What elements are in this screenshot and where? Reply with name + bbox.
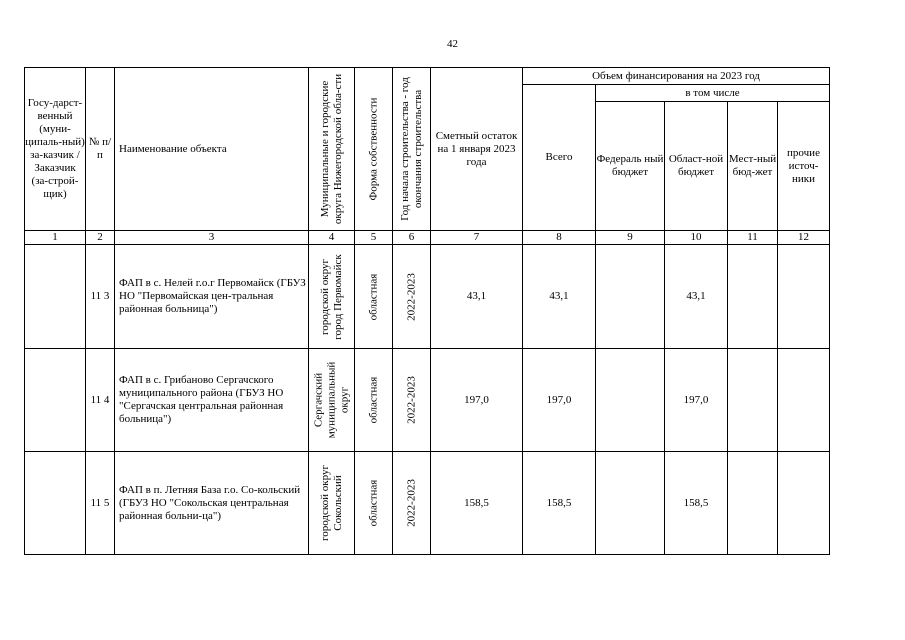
- colnum-2: 2: [86, 231, 115, 245]
- row-other: [778, 245, 830, 349]
- header-other: прочие источ-ники: [778, 102, 830, 231]
- header-municipality: [309, 68, 355, 231]
- row-years-text: 2022-2023: [405, 272, 417, 321]
- row-name: ФАП в с. Нелей г.о.г Первомайск (ГБУЗ НО "Первомайская цен-тральная районная больница"): [115, 245, 309, 349]
- row-years-text: 2022-2023: [405, 376, 417, 424]
- row-balance: 197,0: [431, 349, 523, 452]
- colnum-12: 12: [778, 231, 830, 245]
- header-local: Мест-ный бюд-жет: [728, 102, 778, 231]
- row-total: 158,5: [523, 452, 596, 555]
- header-funding: Объем финансирования на 2023 год: [523, 68, 830, 85]
- header-regional: Област-ной бюджет: [665, 102, 728, 231]
- row-ownership-text: областная: [367, 479, 379, 527]
- row-regional: 197,0: [665, 349, 728, 452]
- row-years: [393, 245, 431, 349]
- row-federal: [596, 245, 665, 349]
- row-years-text: 2022-2023: [405, 479, 417, 527]
- colnum-11: 11: [728, 231, 778, 245]
- row-other: [778, 349, 830, 452]
- header-customer: Госу-дарст-венный (муни-ципаль-ный) за-казчик / Заказчик (за-строй-щик): [25, 68, 86, 231]
- header-ownership: [355, 68, 393, 231]
- financing-table: [24, 67, 830, 555]
- header-including: в том числе: [596, 85, 830, 102]
- row-customer: [25, 452, 86, 555]
- row-municipality-text: городской округ Сокольский: [318, 464, 344, 542]
- row-ownership: [355, 245, 393, 349]
- row-ownership-text: областная: [367, 273, 379, 320]
- row-other: [778, 452, 830, 555]
- header-federal: Федераль ный бюджет: [596, 102, 665, 231]
- table-row: [25, 452, 830, 555]
- table-row: [25, 349, 830, 452]
- colnum-10: 10: [665, 231, 728, 245]
- row-num: 11 3: [86, 245, 115, 349]
- row-municipality: [309, 452, 355, 555]
- row-municipality-text: Сергачский муниципальный округ: [312, 361, 350, 439]
- row-regional: 158,5: [665, 452, 728, 555]
- row-regional: 43,1: [665, 245, 728, 349]
- colnum-8: 8: [523, 231, 596, 245]
- header-balance: Сметный остаток на 1 января 2023 года: [431, 68, 523, 231]
- header-years: [393, 68, 431, 231]
- row-local: [728, 245, 778, 349]
- row-total: 197,0: [523, 349, 596, 452]
- row-ownership-text: областная: [367, 376, 379, 424]
- colnum-7: 7: [431, 231, 523, 245]
- row-municipality: [309, 245, 355, 349]
- row-num: 11 4: [86, 349, 115, 452]
- table-row: [25, 245, 830, 349]
- row-balance: 158,5: [431, 452, 523, 555]
- row-federal: [596, 349, 665, 452]
- row-total: 43,1: [523, 245, 596, 349]
- row-years: [393, 349, 431, 452]
- header-num: № п/п: [86, 68, 115, 231]
- row-balance: 43,1: [431, 245, 523, 349]
- header-years-text: Год начала строительства - год окончания строительства: [398, 77, 424, 221]
- row-local: [728, 452, 778, 555]
- colnum-5: 5: [355, 231, 393, 245]
- colnum-6: 6: [393, 231, 431, 245]
- row-ownership: [355, 349, 393, 452]
- row-name: ФАП в с. Грибаново Сергачского муниципального района (ГБУЗ НО "Сергачская центральная районная больница"): [115, 349, 309, 452]
- row-customer: [25, 349, 86, 452]
- row-municipality: [309, 349, 355, 452]
- header-name: Нaименование объекта: [115, 68, 309, 231]
- row-local: [728, 349, 778, 452]
- header-municipality-text: Муниципальные и городские округа Нижегородской обла-сти: [318, 73, 344, 225]
- colnum-1: 1: [25, 231, 86, 245]
- colnum-3: 3: [115, 231, 309, 245]
- colnum-9: 9: [596, 231, 665, 245]
- row-ownership: [355, 452, 393, 555]
- row-years: [393, 452, 431, 555]
- header-ownership-text: Форма собственности: [367, 97, 379, 201]
- page-number: 42: [447, 38, 458, 50]
- row-customer: [25, 245, 86, 349]
- row-federal: [596, 452, 665, 555]
- row-municipality-text: городской округ город Первомайск: [318, 253, 344, 340]
- colnum-4: 4: [309, 231, 355, 245]
- row-name: ФАП в п. Летняя База г.о. Со-кольский (ГБУЗ НО "Сокольская центральная районная больни-ца"): [115, 452, 309, 555]
- header-total: Всего: [523, 85, 596, 231]
- row-num: 11 5: [86, 452, 115, 555]
